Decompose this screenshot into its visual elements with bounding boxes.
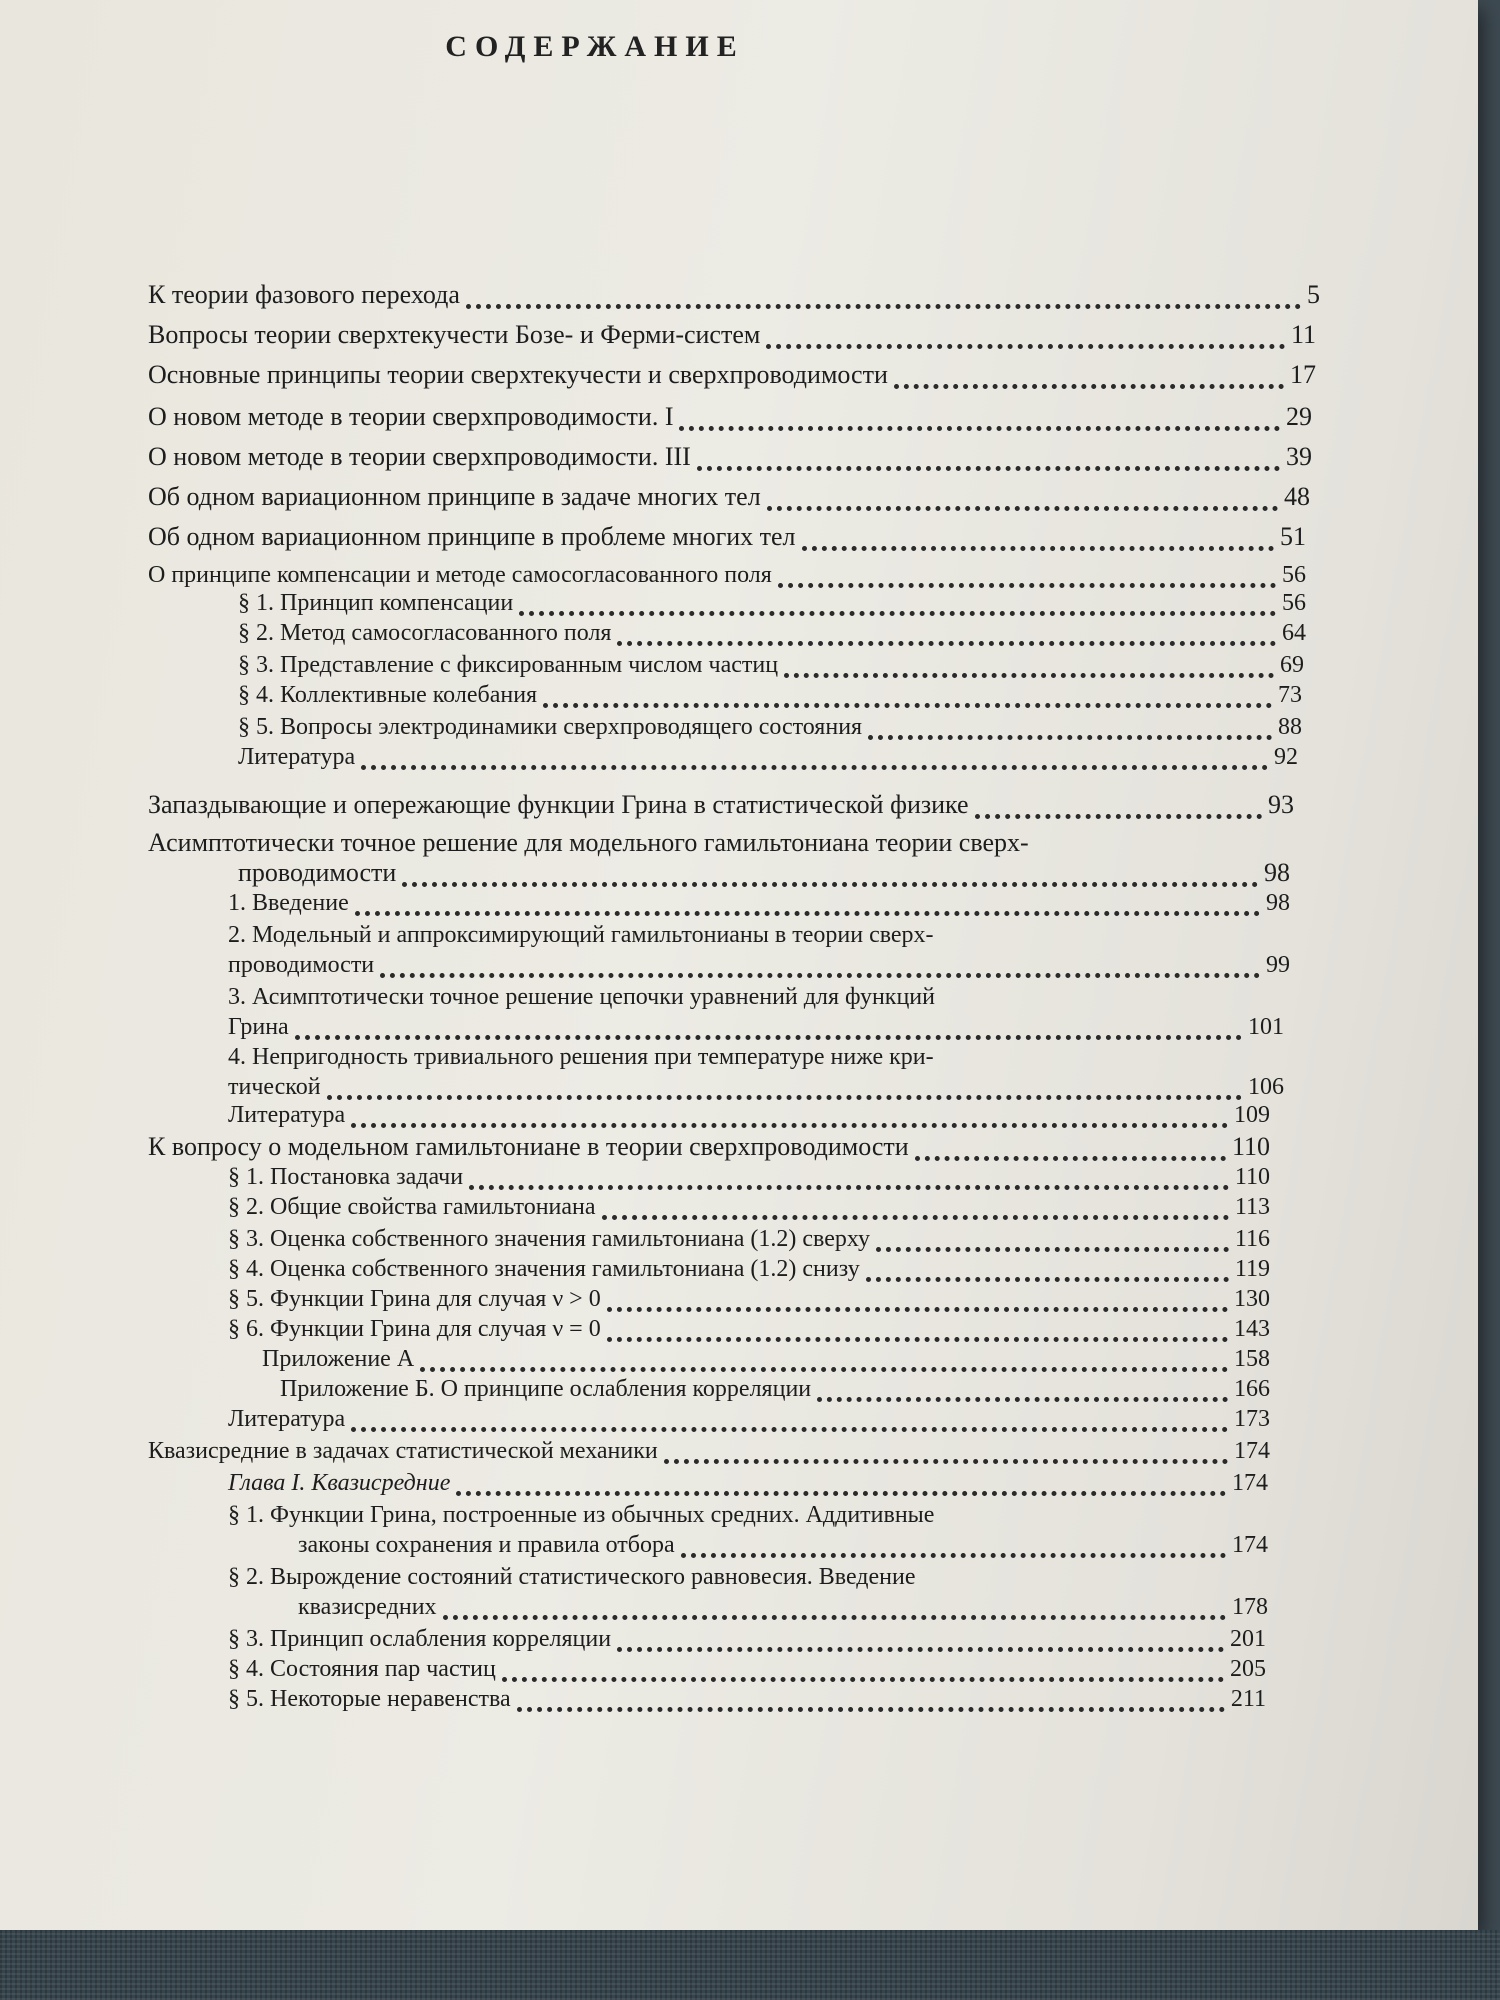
toc-entry xyxy=(148,442,1312,473)
toc-entry xyxy=(148,560,1306,590)
dot-leader xyxy=(469,1161,1229,1190)
toc-entry-title: проводимости xyxy=(238,858,397,887)
toc-entry-page: 98 xyxy=(1266,890,1290,916)
dot-leader xyxy=(420,1343,1228,1372)
toc-entry-page: 73 xyxy=(1278,682,1302,708)
toc-entry xyxy=(228,1284,1270,1314)
toc-entry-title: Об одном вариационном принципе в задаче многих тел xyxy=(148,482,761,511)
toc-entry xyxy=(228,982,1290,1012)
toc-entry xyxy=(238,680,1302,710)
toc-entry xyxy=(238,858,1290,889)
toc-entry-title: 3. Асимптотически точное решение цепочки уравнений для функций xyxy=(228,984,935,1010)
toc-entry-page: 92 xyxy=(1274,744,1298,770)
toc-entry-page: 106 xyxy=(1248,1074,1284,1100)
toc-entry-title: § 4. Коллективные колебания xyxy=(238,682,538,708)
toc-entry-title: Асимптотически точное решение для модельного гамильтониана теории сверх- xyxy=(148,828,1029,857)
toc-entry-page: 166 xyxy=(1234,1376,1270,1402)
toc-entry-title: К теории фазового перехода xyxy=(148,280,460,309)
toc-entry xyxy=(148,482,1310,513)
dot-leader xyxy=(519,587,1276,616)
toc-entry-title: § 4. Состояния пар частиц xyxy=(228,1656,496,1682)
toc-entry-page: 93 xyxy=(1268,790,1294,819)
toc-entry-title: Приложение А xyxy=(262,1346,415,1372)
toc-entry-page: 88 xyxy=(1278,714,1302,740)
toc-entry-page: 56 xyxy=(1282,562,1306,588)
dot-leader xyxy=(466,278,1301,309)
toc-entry-page: 211 xyxy=(1230,1686,1266,1712)
dot-leader xyxy=(767,480,1278,511)
toc-entry-page: 98 xyxy=(1264,858,1290,887)
toc-entry-title: § 4. Оценка собственного значения гамильтониана (1.2) снизу xyxy=(228,1256,860,1282)
toc-entry-page: 48 xyxy=(1284,482,1310,511)
dot-leader xyxy=(351,1403,1228,1432)
toc-entry xyxy=(148,402,1312,433)
toc-entry-title: Глава I. Квазисредние xyxy=(228,1470,451,1496)
toc-entry-title: квазисредних xyxy=(298,1594,437,1620)
dot-leader xyxy=(295,1011,1242,1040)
dot-leader xyxy=(617,617,1276,646)
dot-leader xyxy=(866,1253,1229,1282)
toc-entry-page: 116 xyxy=(1234,1226,1270,1252)
toc-entry-page: 158 xyxy=(1234,1346,1270,1372)
toc-entry-page: 174 xyxy=(1232,1532,1268,1558)
toc-entry-page: 56 xyxy=(1282,590,1306,616)
toc-entry xyxy=(228,1012,1284,1042)
dot-leader xyxy=(868,711,1272,740)
toc-entry xyxy=(228,1404,1270,1434)
toc-entry-title: О новом методе в теории сверхпроводимости. III xyxy=(148,442,691,471)
dot-leader xyxy=(894,358,1284,389)
toc-entry-page: 143 xyxy=(1234,1316,1270,1342)
dot-leader xyxy=(915,1130,1226,1161)
toc-entry-page: 205 xyxy=(1230,1656,1266,1682)
toc-entry xyxy=(228,1684,1266,1714)
dot-leader xyxy=(802,520,1274,551)
dot-leader xyxy=(607,1283,1228,1312)
toc-entry-page: 11 xyxy=(1290,320,1316,349)
toc-entry-title: К вопросу о модельном гамильтониане в теории сверхпроводимости xyxy=(148,1132,909,1161)
toc-entry-page: 101 xyxy=(1248,1014,1284,1040)
toc-entry-title: Основные принципы теории сверхтекучести и сверхпроводимости xyxy=(148,360,888,389)
dot-leader xyxy=(922,1566,1263,1590)
toc-entry xyxy=(228,1500,1268,1530)
toc-entry-title: О новом методе в теории сверхпроводимости. I xyxy=(148,402,674,431)
toc-entry-title: Приложение Б. О принципе ослабления корреляции xyxy=(280,1376,812,1402)
toc-entry-page: 39 xyxy=(1286,442,1312,471)
toc-entry-page: 69 xyxy=(1280,652,1304,678)
toc-entry-title: Литература xyxy=(228,1102,346,1128)
dot-leader xyxy=(940,1504,1262,1528)
toc-entry-title: проводимости xyxy=(228,952,375,978)
toc-entry xyxy=(238,618,1306,648)
dot-leader xyxy=(778,559,1276,588)
toc-entry-title: § 3. Оценка собственного значения гамильтониана (1.2) сверху xyxy=(228,1226,870,1252)
toc-entry xyxy=(228,888,1290,918)
toc-entry-page: 29 xyxy=(1286,402,1312,431)
toc-entry-page: 201 xyxy=(1230,1626,1266,1652)
toc-entry xyxy=(148,360,1316,391)
toc-entry-title: § 5. Вопросы электродинамики сверхпроводящего состояния xyxy=(238,714,863,740)
table-surface xyxy=(0,1930,1500,2000)
dot-leader xyxy=(679,400,1280,431)
dot-leader xyxy=(456,1467,1226,1496)
toc-entry-title: Об одном вариационном принципе в проблеме многих тел xyxy=(148,522,796,551)
toc-entry xyxy=(228,1162,1270,1192)
toc-entry-title: § 2. Общие свойства гамильтониана xyxy=(228,1194,596,1220)
toc-entry-title: § 1. Функции Грина, построенные из обычных средних. Аддитивные xyxy=(228,1502,935,1528)
toc-entry-title: § 1. Постановка задачи xyxy=(228,1164,464,1190)
toc-entry xyxy=(148,522,1306,553)
toc-entry xyxy=(148,828,1290,858)
toc-entry-page: 174 xyxy=(1232,1470,1268,1496)
toc-entry-page: 99 xyxy=(1266,952,1290,978)
toc-entry-title: § 6. Функции Грина для случая ν = 0 xyxy=(228,1316,601,1342)
dot-leader xyxy=(355,887,1260,916)
toc-entry-title: § 1. Принцип компенсации xyxy=(238,590,514,616)
dot-leader xyxy=(664,1435,1228,1464)
toc-entry xyxy=(228,1254,1270,1284)
toc-entry-page: 113 xyxy=(1234,1194,1270,1220)
toc-entry xyxy=(228,1072,1284,1102)
dot-leader xyxy=(543,679,1272,708)
toc-entry-page: 178 xyxy=(1232,1594,1268,1620)
toc-entry-page: 130 xyxy=(1234,1286,1270,1312)
dot-leader xyxy=(940,1046,1278,1070)
toc-entry-page: 109 xyxy=(1234,1102,1270,1128)
toc-entry-page: 173 xyxy=(1234,1406,1270,1432)
toc-entry xyxy=(238,712,1302,742)
toc-entry xyxy=(280,1374,1270,1404)
toc-entry-title: § 5. Функции Грина для случая ν > 0 xyxy=(228,1286,601,1312)
toc-entry xyxy=(148,790,1294,821)
toc-entry-title: 1. Введение xyxy=(228,890,349,916)
dot-leader xyxy=(941,986,1284,1010)
dot-leader xyxy=(817,1373,1228,1402)
toc-entry-page: 110 xyxy=(1234,1164,1270,1190)
page-title: СОДЕРЖАНИЕ xyxy=(445,30,745,63)
dot-leader xyxy=(607,1313,1228,1342)
toc-entry-page: 119 xyxy=(1234,1256,1270,1282)
dot-leader xyxy=(784,649,1274,678)
dot-leader xyxy=(380,949,1260,978)
toc-entry-title: 2. Модельный и аппроксимирующий гамильтонианы в теории сверх- xyxy=(228,922,934,948)
toc-entry xyxy=(262,1344,1270,1374)
toc-entry xyxy=(298,1592,1268,1622)
toc-entry-title: Литература xyxy=(238,744,356,770)
toc-entry-page: 17 xyxy=(1290,360,1316,389)
toc-entry-title: законы сохранения и правила отбора xyxy=(298,1532,675,1558)
toc-entry xyxy=(148,1436,1270,1466)
toc-entry-page: 64 xyxy=(1282,620,1306,646)
toc-entry-title: 4. Непригодность тривиального решения при температуре ниже кри- xyxy=(228,1044,934,1070)
toc-entry-page: 174 xyxy=(1234,1438,1270,1464)
toc-entry-title: § 3. Представление с фиксированным числом частиц xyxy=(238,652,779,678)
toc-entry-title: Квазисредние в задачах статистической механики xyxy=(148,1438,658,1464)
toc-entry xyxy=(228,1192,1270,1222)
toc-entry xyxy=(228,1468,1268,1498)
toc-entry-title: О принципе компенсации и методе самосогласованного поля xyxy=(148,562,772,588)
toc-entry xyxy=(148,280,1320,311)
toc-entry-title: § 3. Принцип ослабления корреляции xyxy=(228,1626,612,1652)
toc-entry-title: Вопросы теории сверхтекучести Бозе- и Ферми-систем xyxy=(148,320,761,349)
toc-entry xyxy=(228,1100,1270,1130)
toc-entry xyxy=(238,742,1298,772)
dot-leader xyxy=(766,318,1285,349)
dot-leader xyxy=(517,1683,1225,1712)
toc-entry xyxy=(228,950,1290,980)
toc-entry-title: Запаздывающие и опережающие функции Грина в статистической физике xyxy=(148,790,969,819)
toc-entry-title: § 2. Вырождение состояний статистического равновесия. Введение xyxy=(228,1564,916,1590)
toc-entry xyxy=(228,920,1290,950)
dot-leader xyxy=(443,1591,1226,1620)
toc-entry xyxy=(228,1042,1284,1072)
toc-entry-page: 110 xyxy=(1231,1132,1270,1161)
toc-entry-title: § 5. Некоторые неравенства xyxy=(228,1686,511,1712)
toc-entry xyxy=(238,588,1306,618)
dot-leader xyxy=(681,1529,1226,1558)
toc-entry xyxy=(228,1224,1270,1254)
dot-leader xyxy=(402,856,1258,887)
dot-leader xyxy=(502,1653,1224,1682)
dot-leader xyxy=(940,924,1284,948)
toc-entry xyxy=(238,650,1304,680)
dot-leader xyxy=(1035,830,1284,856)
toc-entry-page: 51 xyxy=(1280,522,1306,551)
toc-entry xyxy=(148,1132,1270,1163)
dot-leader xyxy=(697,440,1280,471)
toc-entry-title: Литература xyxy=(228,1406,346,1432)
toc-entry-title: Грина xyxy=(228,1014,289,1040)
toc-entry-page: 5 xyxy=(1307,280,1320,309)
toc-entry xyxy=(298,1530,1268,1560)
dot-leader xyxy=(327,1071,1242,1100)
toc-entry xyxy=(228,1624,1266,1654)
toc-entry-title: тической xyxy=(228,1074,321,1100)
toc-entry xyxy=(148,320,1316,351)
toc-entry xyxy=(228,1654,1266,1684)
dot-leader xyxy=(876,1223,1229,1252)
dot-leader xyxy=(975,788,1262,819)
dot-leader xyxy=(351,1099,1228,1128)
dot-leader xyxy=(617,1623,1224,1652)
toc-entry xyxy=(228,1562,1268,1592)
toc-entry xyxy=(228,1314,1270,1344)
dot-leader xyxy=(602,1191,1229,1220)
dot-leader xyxy=(361,741,1268,770)
toc-entry-title: § 2. Метод самосогласованного поля xyxy=(238,620,612,646)
